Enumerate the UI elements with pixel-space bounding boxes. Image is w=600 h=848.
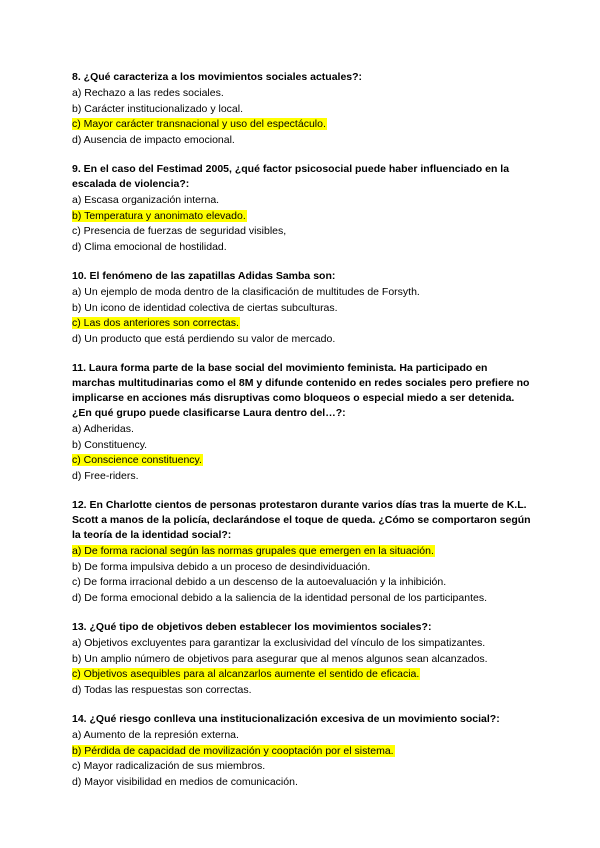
answer-option-d: d) Clima emocional de hostilidad. (72, 240, 227, 253)
question-13 (72, 620, 532, 698)
answer-option-a: a) Adheridas. (72, 423, 134, 435)
answer-option-a: a) Rechazo a las redes sociales. (72, 87, 224, 99)
answer-option-b: b) Carácter institucionalizado y local. (72, 102, 243, 115)
answer-option-c-highlighted: c) Las dos anteriores son correctas. (72, 317, 239, 329)
question-title: 13. ¿Qué tipo de objetivos deben establecer los movimientos sociales?: (72, 621, 432, 633)
question-12 (72, 498, 532, 606)
answer-option-c: c) De forma irracional debido a un descenso de la autoevaluación y la inhibición. (72, 576, 447, 588)
answer-option-c-highlighted: c) Mayor carácter transnacional y uso del espectáculo. (72, 118, 326, 130)
answer-option-d: d) Un producto que está perdiendo su valor de mercado. (72, 332, 336, 345)
question-11 (72, 361, 532, 484)
answer-option-d: d) De forma emocional debido a la saliencia de la identidad personal de los participantes. (72, 591, 488, 604)
answer-option-c: c) Mayor radicalización de sus miembros. (72, 760, 266, 772)
question-title: 9. En el caso del Festimad 2005, ¿qué factor psicosocial puede haber influenciado en la escalada de violencia?: (72, 163, 510, 190)
answer-option-d: d) Todas las respuestas son correctas. (72, 683, 252, 696)
answer-option-d: d) Ausencia de impacto emocional. (72, 133, 235, 146)
answer-option-d: d) Free-riders. (72, 469, 139, 482)
question-title: 14. ¿Qué riesgo conlleva una institucionalización excesiva de un movimiento social?: (72, 713, 500, 725)
answer-option-b: b) Constituency. (72, 438, 148, 451)
answer-option-b: b) Un icono de identidad colectiva de ciertas subculturas. (72, 301, 338, 314)
question-title: 12. En Charlotte cientos de personas protestaron durante varios días tras la muerte de K.L. Scott a manos de la policía, declarándose el toque de queda. ¿Cómo se comportaron según la teoría de la identidad social?: (72, 499, 531, 541)
answer-option-b-highlighted: b) Pérdida de capacidad de movilización y cooptación por el sistema. (72, 744, 394, 757)
question-14 (72, 712, 532, 790)
answer-option-b: b) De forma impulsiva debido a un proceso de desindividuación. (72, 560, 371, 573)
answer-option-c: c) Presencia de fuerzas de seguridad visibles, (72, 225, 287, 237)
answer-option-b-highlighted: b) Temperatura y anonimato elevado. (72, 209, 246, 222)
answer-option-a-highlighted: a) De forma racional según las normas grupales que emergen en la situación. (72, 545, 434, 557)
answer-option-c-highlighted: c) Conscience constituency. (72, 454, 202, 466)
answer-option-d: d) Mayor visibilidad en medios de comunicación. (72, 775, 298, 788)
answer-option-a: a) Escasa organización interna. (72, 194, 220, 206)
question-8 (72, 70, 532, 148)
question-10 (72, 269, 532, 347)
answer-option-c-highlighted: c) Objetivos asequibles para al alcanzarlos aumente el sentido de eficacia. (72, 668, 420, 680)
question-title: 8. ¿Qué caracteriza a los movimientos sociales actuales?: (72, 71, 363, 83)
answer-option-a: a) Un ejemplo de moda dentro de la clasificación de multitudes de Forsyth. (72, 286, 420, 298)
answer-option-a: a) Objetivos excluyentes para garantizar la exclusividad del vínculo de los simpatizantes. (72, 637, 486, 649)
quiz-page (72, 70, 532, 804)
question-title: 11. Laura forma parte de la base social del movimiento feminista. Ha participado en marchas multitudinarias como el 8M y difunde contenido en redes sociales pero prefiere no implicarse en acciones más disruptivas como bloqueos o especial miedo a ser detenida. ¿En qué grupo puede clasificarse Laura dentro del…?: (72, 362, 530, 419)
answer-option-a: a) Aumento de la represión externa. (72, 729, 239, 741)
question-title: 10. El fenómeno de las zapatillas Adidas Samba son: (72, 270, 336, 282)
question-9 (72, 162, 532, 255)
answer-option-b: b) Un amplio número de objetivos para asegurar que al menos algunos sean alcanzados. (72, 652, 488, 665)
